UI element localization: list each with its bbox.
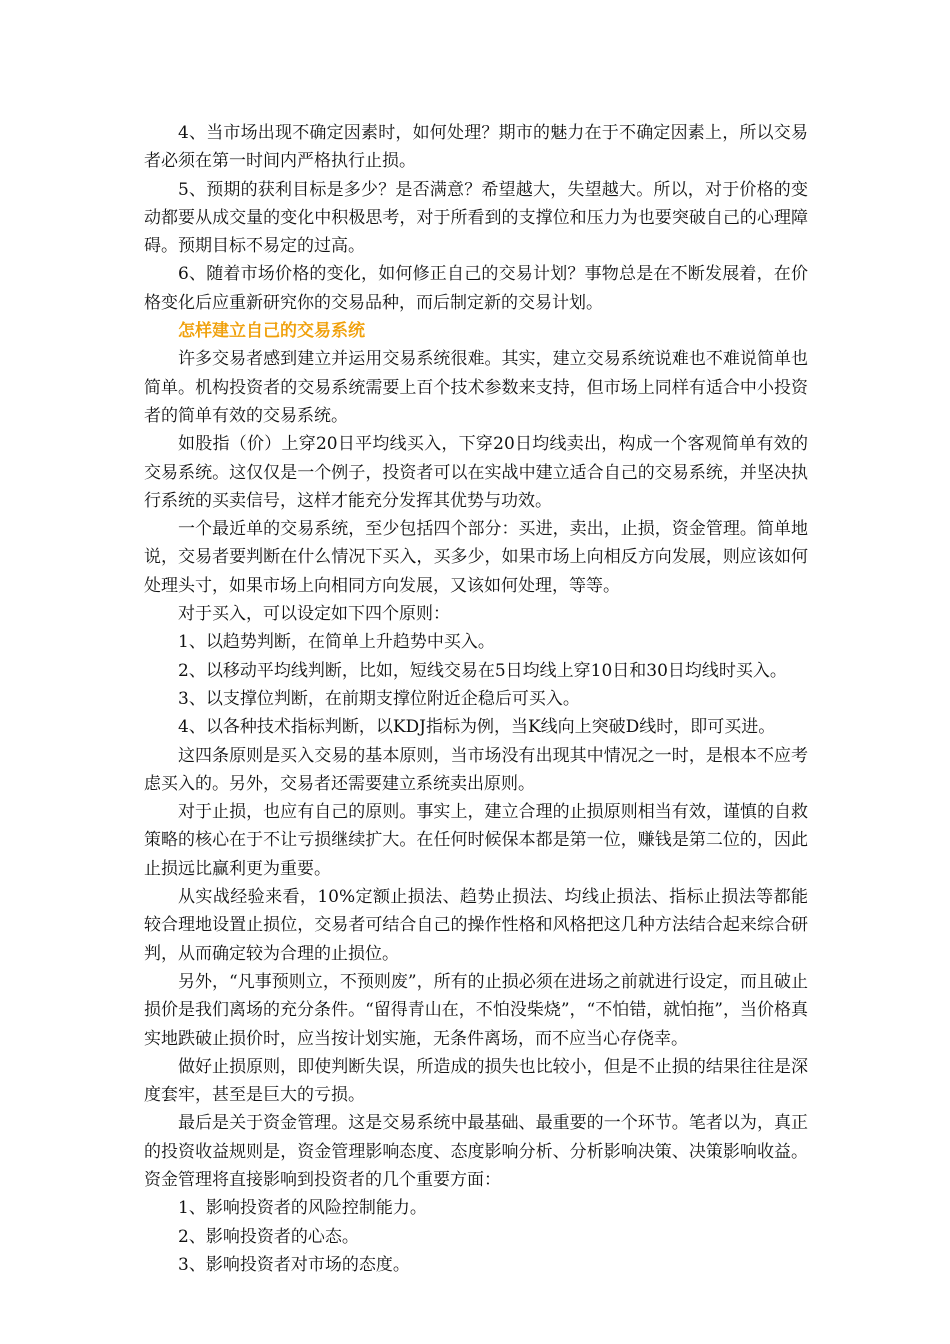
paragraph-mm-point-2: 2、影响投资者的心态。 [178, 1226, 359, 1247]
paragraph-buy-principles-intro: 对于买入，可以设定如下四个原则： [178, 604, 450, 625]
paragraph-item-5: 5、预期的获利目标是多少？是否满意？希望越大，失望越大。所以，对于价格的变动都要从成交量的变化中积极思考，对于所看到的支撑位和压力为也要突破自己的心理障碍。预期目标不易定的过高。 [144, 179, 808, 257]
paragraph-mm-point-1: 1、影响投资者的风险控制能力。 [178, 1198, 427, 1219]
section-heading: 怎样建立自己的交易系统 [178, 321, 365, 342]
paragraph-buy-principle-2: 2、以移动平均线判断，比如，短线交易在5日均线上穿10日和30日均线时买入。 [178, 660, 787, 681]
paragraph-components: 一个最近单的交易系统，至少包括四个部分：买进，卖出，止损，资金管理。简单地说，交易者要判断在什么情况下买入，买多少，如果市场上向相反方向发展，则应该如何处理头寸，如果市场上向相同方向发展，又该如何处理，等等。 [144, 519, 808, 596]
paragraph-stop-loss-proverbs: 另外，“凡事预则立，不预则废”，所有的止损必须在进场之前就进行设定，而且破止损价是我们离场的充分条件。“留得青山在，不怕没柴烧”，“不怕错，就怕拖”，当价格真实地跌破止损价时，应当按计划实施，无条件离场，而不应当心存侥幸。 [144, 971, 808, 1049]
paragraph-example: 如股指（价）上穿20日平均线买入，下穿20日均线卖出，构成一个客观简单有效的交易系统。这仅仅是一个例子，投资者可以在实战中建立适合自己的交易系统，并坚决执行系统的买卖信号，这样才能充分发挥其优势与功效。 [144, 434, 808, 511]
paragraph-buy-principle-1: 1、以趋势判断，在简单上升趋势中买入。 [178, 632, 495, 653]
paragraph-mm-point-3: 3、影响投资者对市场的态度。 [178, 1254, 410, 1275]
paragraph-buy-principle-3: 3、以支撑位判断，在前期支撑位附近企稳后可买入。 [178, 688, 580, 709]
paragraph-item-4: 4、当市场出现不确定因素时，如何处理？期市的魅力在于不确定因素上，所以交易者必须在第一时间内严格执行止损。 [144, 123, 808, 172]
paragraph-item-6: 6、随着市场价格的变化，如何修正自己的交易计划？事物总是在不断发展着，在价格变化后应重新研究你的交易品种，而后制定新的交易计划。 [144, 264, 808, 313]
paragraph-stop-loss-methods: 从实战经验来看，10%定额止损法、趋势止损法、均线止损法、指标止损法等都能较合理地设置止损位，交易者可结合自己的操作性格和风格把这几种方法结合起来综合研判，从而确定较为合理的止损位。 [144, 887, 808, 964]
paragraph-money-management: 最后是关于资金管理。这是交易系统中最基础、最重要的一个环节。笔者以为，真正的投资收益规则是，资金管理影响态度、态度影响分析、分析影响决策、决策影响收益。资金管理将直接影响到投资者的几个重要方面： [144, 1113, 808, 1190]
paragraph-buy-summary: 这四条原则是买入交易的基本原则，当市场没有出现其中情况之一时，是根本不应考虑买入的。另外，交易者还需要建立系统卖出原则。 [144, 745, 808, 794]
paragraph-stop-loss-result: 做好止损原则，即使判断失误，所造成的损失也比较小，但是不止损的结果往往是深度套牢，甚至是巨大的亏损。 [144, 1056, 808, 1106]
paragraph-stop-loss: 对于止损，也应有自己的原则。事实上，建立合理的止损原则相当有效，谨慎的自救策略的核心在于不让亏损继续扩大。在任何时候保本都是第一位，赚钱是第二位的，因此止损远比赢利更为重要。 [144, 802, 808, 879]
document-body [144, 119, 808, 1279]
paragraph-buy-principle-4: 4、以各种技术指标判断，以KDJ指标为例，当K线向上突破D线时，即可买进。 [178, 717, 776, 738]
paragraph-intro: 许多交易者感到建立并运用交易系统很难。其实，建立交易系统说难也不难说简单也简单。机构投资者的交易系统需要上百个技术参数来支持，但市场上同样有适合中小投资者的简单有效的交易系统。 [144, 349, 808, 426]
